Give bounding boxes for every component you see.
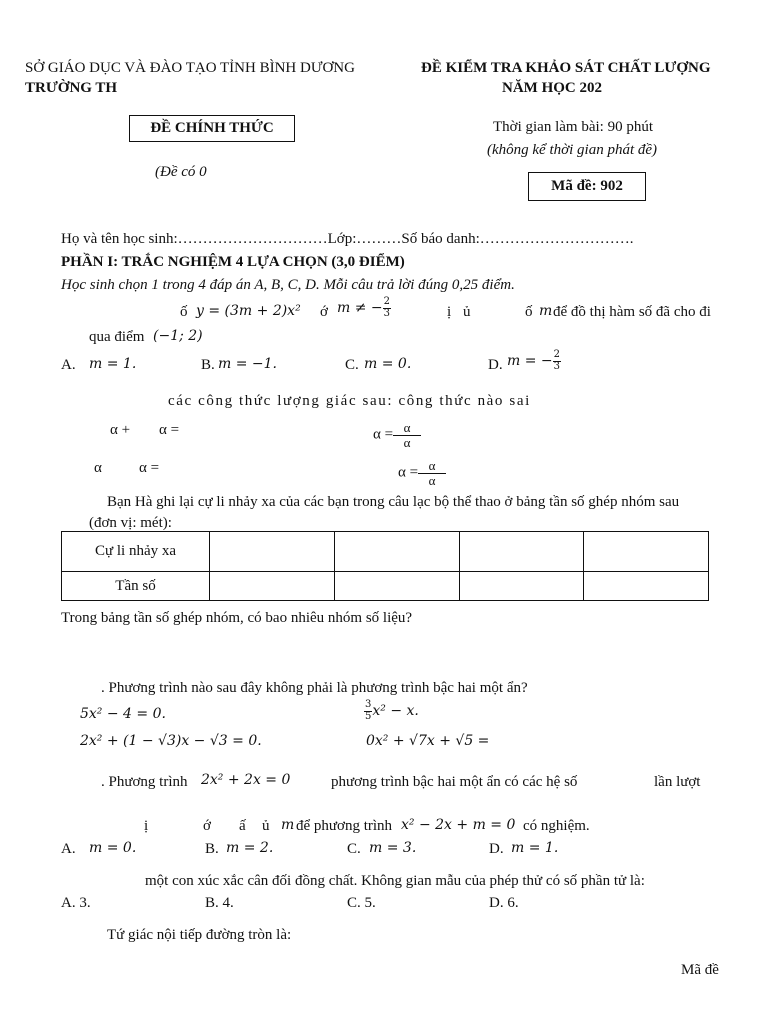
q4-text: . Phương trình nào sau đây không phải là phương trình bậc hai một ẩn? <box>101 680 528 696</box>
row-header-frequency: Tần số <box>62 572 210 601</box>
q1-fragment-5: ố <box>525 304 533 320</box>
student-info-line: Họ và tên học sinh:…………………………Lớp:………Số báo danh:…………………………. <box>61 231 634 247</box>
q2-option-b-right[interactable]: α = $\frac{\alpha}{\alpha}$ <box>398 459 446 487</box>
q7-option-c[interactable]: C. 5. <box>347 895 376 911</box>
q4-option-1[interactable]: 5x² − 4 = 0. <box>80 706 166 722</box>
q7-option-d[interactable]: D. 6. <box>489 895 519 911</box>
q1-line2: qua điểm <box>89 329 145 345</box>
q3-question: Trong bảng tần số ghép nhóm, có bao nhiêu nhóm số liệu? <box>61 610 413 626</box>
exam-title: ĐỀ KIỂM TRA KHẢO SÁT CHẤT LƯỢNG <box>421 60 711 76</box>
table-cell <box>459 532 584 572</box>
page-count: (Đề có 0 <box>155 164 207 180</box>
table-cell <box>584 572 709 601</box>
q6-fragment-1: ị <box>144 818 149 834</box>
q1-option-b-label[interactable]: B. <box>201 357 215 373</box>
official-label: ĐỀ CHÍNH THỨC <box>150 120 274 136</box>
q1-option-c[interactable]: m = 0. <box>364 356 412 372</box>
q5-formula: 2x² + 2x = 0 <box>201 772 291 788</box>
q7-option-a[interactable]: A. 3. <box>61 895 91 911</box>
q6-formula: x² − 2x + m = 0 <box>401 817 516 833</box>
part1-instruction: Học sinh chọn 1 trong 4 đáp án A, B, C, D. Mỗi câu trả lời đúng 0,25 điểm. <box>61 277 515 293</box>
q1-option-d[interactable]: m = − $\frac{2}{3}$ <box>507 349 561 372</box>
q6-fragment-3: ấ <box>239 818 246 834</box>
q2-option-b-left[interactable]: α <box>94 460 102 476</box>
q5-text-end: lần lượt <box>654 774 701 790</box>
exam-code: Mã đề: 902 <box>551 178 623 194</box>
q6-fragment-4: ủ <box>262 818 270 834</box>
q6-option-c[interactable]: m = 3. <box>369 840 417 856</box>
table-cell <box>584 532 709 572</box>
q6-variable-m: m <box>281 817 295 833</box>
q2-option-b-mid[interactable]: α = <box>139 460 160 476</box>
q1-variable-m: m <box>539 303 553 319</box>
q1-condition: m ≠ − $\frac{2}{3}$ <box>337 296 391 319</box>
q6-text: để phương trình <box>296 818 393 834</box>
q1-fragment-2: ớ <box>320 304 328 320</box>
q2-option-a-left[interactable]: α + <box>110 422 131 438</box>
table-cell <box>334 532 459 572</box>
school-name: TRƯỜNG TH <box>25 80 118 96</box>
q1-option-d-label[interactable]: D. <box>488 357 503 373</box>
frequency-table <box>61 531 709 601</box>
q8-text: Tứ giác nội tiếp đường tròn là: <box>107 927 292 943</box>
part1-title: PHẦN I: TRẮC NGHIỆM 4 LỰA CHỌN (3,0 ĐIỂM) <box>61 254 405 270</box>
q2-option-a-right[interactable]: α = $\frac{\alpha}{\alpha}$ <box>373 421 421 449</box>
q1-option-a-label[interactable]: A. <box>61 357 76 373</box>
q6-option-a-label[interactable]: A. <box>61 841 76 857</box>
q3-text: Bạn Hà ghi lại cự li nhảy xa của các bạn trong câu lạc bộ thể thao ở bảng tần số ghép nhóm sau <box>107 494 680 510</box>
q2-text: các công thức lượng giác sau: công thức nào sai <box>168 393 531 409</box>
q1-fragment-4: ủ <box>463 304 471 320</box>
q3-unit: (đơn vị: mét): <box>89 515 172 531</box>
table-cell <box>459 572 584 601</box>
q7-option-b[interactable]: B. 4. <box>205 895 234 911</box>
table-row <box>62 532 709 572</box>
q5-text-mid: phương trình bậc hai một ẩn có các hệ số <box>331 774 578 790</box>
q2-option-a-mid[interactable]: α = <box>159 422 180 438</box>
school-year: NĂM HỌC 202 <box>502 80 602 96</box>
q1-option-a[interactable]: m = 1. <box>89 356 137 372</box>
q6-text-tail: có nghiệm. <box>523 818 590 834</box>
q1-point: (−1; 2) <box>153 328 203 344</box>
table-row <box>62 572 709 601</box>
q1-formula: y = (3m + 2)x² <box>196 303 301 319</box>
q7-text: một con xúc xắc cân đối đồng chất. Không gian mẫu của phép thử có số phần tử là: <box>145 873 645 889</box>
q6-option-d-label[interactable]: D. <box>489 841 504 857</box>
q6-fragment-2: ớ <box>203 818 211 834</box>
q1-text-tail: để đồ thị hàm số đã cho đi <box>553 304 711 320</box>
q5-text-start: . Phương trình <box>101 774 188 790</box>
q6-option-b[interactable]: m = 2. <box>226 840 274 856</box>
table-cell <box>210 572 335 601</box>
table-cell <box>210 532 335 572</box>
q6-option-c-label[interactable]: C. <box>347 841 361 857</box>
q4-option-4[interactable]: 0x² + √7x + √5 = <box>366 733 490 749</box>
q1-fragment-1: ố <box>180 304 188 320</box>
q6-option-d[interactable]: m = 1. <box>511 840 559 856</box>
q4-option-3[interactable]: 2x² + (1 − √3)x − √3 = 0. <box>80 733 262 749</box>
footer-exam-code: Mã đề <box>681 962 719 978</box>
table-cell <box>334 572 459 601</box>
q6-option-b-label[interactable]: B. <box>205 841 219 857</box>
department-name: SỞ GIÁO DỤC VÀ ĐÀO TẠO TỈNH BÌNH DƯƠNG <box>25 60 355 76</box>
q4-option-2[interactable]: $\frac{3}{5}$ x² − x. <box>365 699 419 722</box>
time-allowed: Thời gian làm bài: 90 phút <box>493 119 653 135</box>
q1-option-b[interactable]: m = −1. <box>218 356 277 372</box>
q1-fragment-3: ị <box>447 304 452 320</box>
q1-option-c-label[interactable]: C. <box>345 357 359 373</box>
q6-option-a[interactable]: m = 0. <box>89 840 137 856</box>
row-header-distance: Cự li nhảy xa <box>62 532 210 572</box>
time-note: (không kể thời gian phát đề) <box>487 142 658 158</box>
